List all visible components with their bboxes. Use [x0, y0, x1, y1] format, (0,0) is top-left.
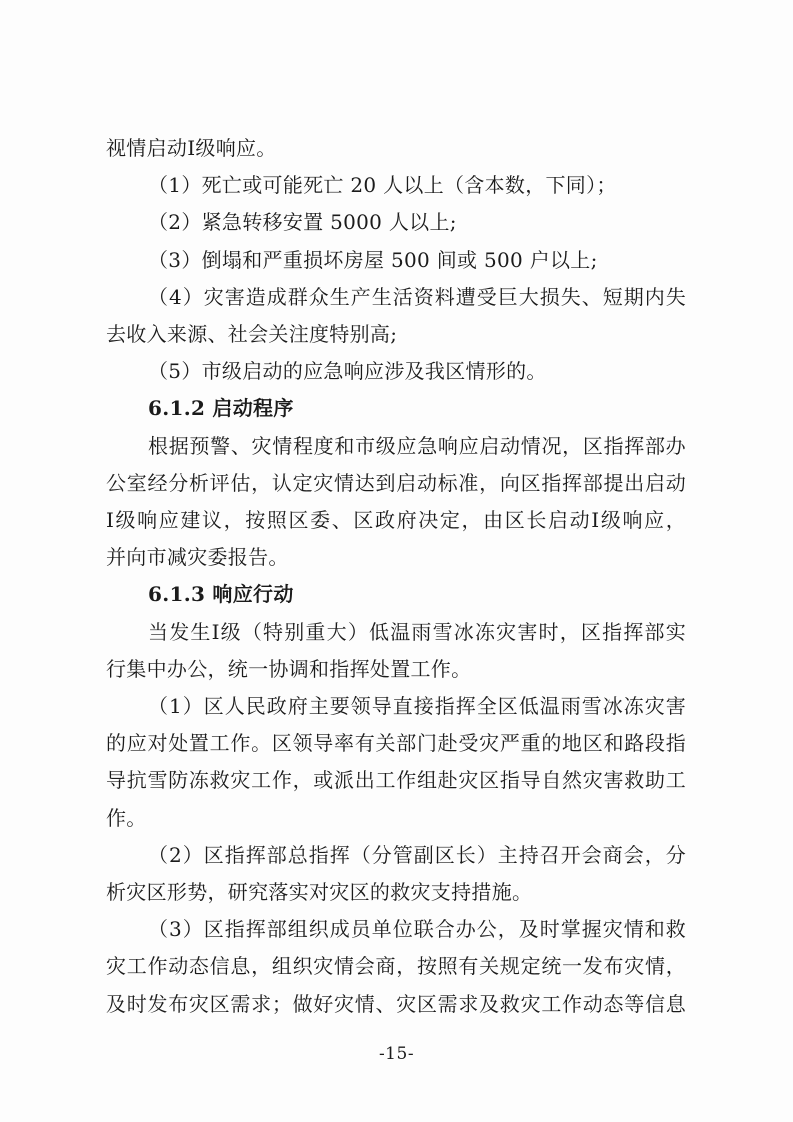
paragraph-line: Ⅰ级响应建议，按照区委、区政府决定，由区长启动Ⅰ级响应， [106, 508, 686, 533]
list-item-line: （3）倒塌和严重损坏房屋 500 间或 500 户以上; [148, 247, 598, 272]
list-item-line: 去收入来源、社会关注度特别高; [106, 322, 398, 347]
list-item-line: （3）区指挥部组织成员单位联合办公，及时掌握灾情和救 [148, 917, 686, 942]
list-item-line: 导抗雪防冻救灾工作，或派出工作组赴灾区指导自然灾害救助工 [106, 768, 686, 793]
paragraph-line: 视情启动Ⅰ级响应。 [106, 136, 277, 160]
list-item-line: （2）紧急转移安置 5000 人以上; [148, 210, 457, 235]
paragraph-line: 并向市减灾委报告。 [106, 545, 289, 570]
list-item-line: （2）区指挥部总指挥（分管副区长）主持召开会商会，分 [148, 842, 686, 867]
document-body [106, 130, 686, 1023]
paragraph-line: 根据预警、灾情程度和市级应急响应启动情况，区指挥部办 [148, 433, 686, 458]
list-item-line: 及时发布灾区需求；做好灾情、灾区需求及救灾工作动态等信息 [106, 991, 686, 1016]
list-item-line: 作。 [106, 805, 147, 830]
page-number: -15- [378, 1044, 415, 1064]
list-item-line: （4）灾害造成群众生产生活资料遭受巨大损失、短期内失 [148, 284, 686, 309]
paragraph-line: 行集中办公，统一协调和指挥处置工作。 [106, 656, 472, 681]
list-item-line: （5）市级启动的应急响应涉及我区情形的。 [148, 359, 547, 384]
list-item-line: （1）死亡或可能死亡 20 人以上（含本数，下同）； [148, 173, 617, 198]
paragraph-line: 公室经分析评估，认定灾情达到启动标准，向区指挥部提出启动 [106, 470, 686, 495]
list-item-line: （1）区人民政府主要领导直接指挥全区低温雨雪冰冻灾害 [148, 694, 686, 719]
paragraph-line: 当发生Ⅰ级（特别重大）低温雨雪冰冻灾害时，区指挥部实 [148, 619, 686, 644]
list-item-line: 析灾区形势，研究落实对灾区的救灾支持措施。 [106, 880, 533, 905]
section-heading: 6.1.2 启动程序 [148, 396, 294, 421]
list-item-line: 的应对处置工作。区领导率有关部门赴受灾严重的地区和路段指 [106, 731, 686, 756]
list-item-line: 灾工作动态信息，组织灾情会商，按照有关规定统一发布灾情， [106, 954, 686, 979]
section-heading: 6.1.3 响应行动 [148, 582, 294, 607]
